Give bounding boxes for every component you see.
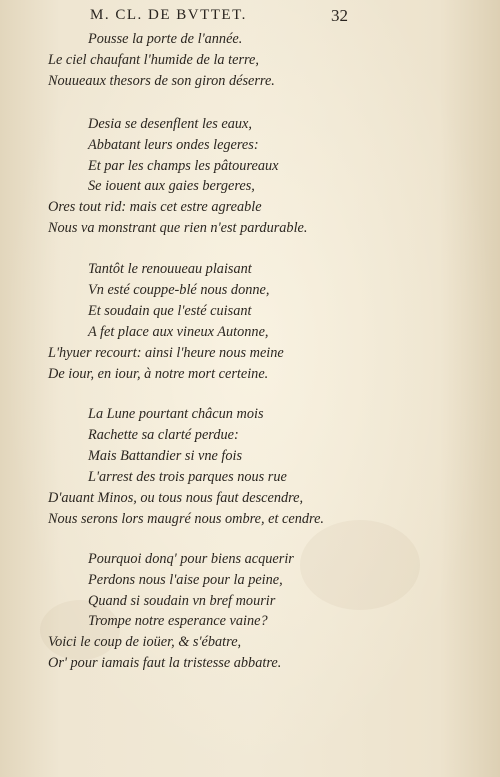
paper-stain: [40, 600, 120, 660]
verse-line: Quand si soudain vn bref mourir: [88, 593, 276, 609]
verse-line: Se iouent aux gaies bergeres,: [88, 178, 255, 194]
verse-line: Trompe notre esperance vaine?: [88, 613, 268, 629]
running-title: M. CL. DE BVTTET.: [90, 7, 247, 23]
verse-line: A fet place aux vineux Autonne,: [88, 324, 269, 340]
verse-line: Nouueaux thesors de son giron déserre.: [48, 73, 275, 89]
verse-line: L'hyuer recourt: ainsi l'heure nous meine: [48, 345, 284, 361]
verse-line: Nous va monstrant que rien n'est pardurable.: [48, 220, 308, 236]
verse-line: Mais Battandier si vne fois: [88, 448, 243, 464]
verse-line: L'arrest des trois parques nous rue: [88, 469, 287, 485]
verse-line: D'auant Minos, ou tous nous faut descendre,: [48, 490, 304, 506]
verse-line: Le ciel chaufant l'humide de la terre,: [48, 52, 259, 68]
verse-line: Voici le coup de ioüer, & s'ébatre,: [48, 634, 242, 650]
paper-stain: [300, 520, 420, 610]
verse-line: Vn esté couppe-blé nous donne,: [88, 282, 270, 298]
verse-line: Perdons nous l'aise pour la peine,: [88, 572, 283, 588]
verse-line: Or' pour iamais faut la tristesse abbatre.: [48, 655, 282, 671]
page-number: 32: [331, 6, 348, 25]
verse-line: Abbatant leurs ondes legeres:: [88, 137, 259, 153]
verse-line: La Lune pourtant châcun mois: [88, 406, 264, 422]
verse-line: Et soudain que l'esté cuisant: [88, 303, 252, 319]
verse-line: Pourquoi donq' pour biens acquerir: [88, 551, 294, 567]
verse-line: Desia se desenflent les eaux,: [88, 116, 252, 132]
verse-line: De iour, en iour, à notre mort certeine.: [48, 366, 269, 382]
verse-line: Tantôt le renouueau plaisant: [88, 261, 252, 277]
verse-line: Et par les champs les pâtoureaux: [88, 158, 279, 174]
verse-line: Rachette sa clarté perdue:: [88, 427, 239, 443]
verse-line: Ores tout rid: mais cet estre agreable: [48, 199, 262, 215]
verse-line: Pousse la porte de l'année.: [88, 31, 243, 47]
verse-line: Nous serons lors maugré nous ombre, et cendre.: [48, 511, 324, 527]
